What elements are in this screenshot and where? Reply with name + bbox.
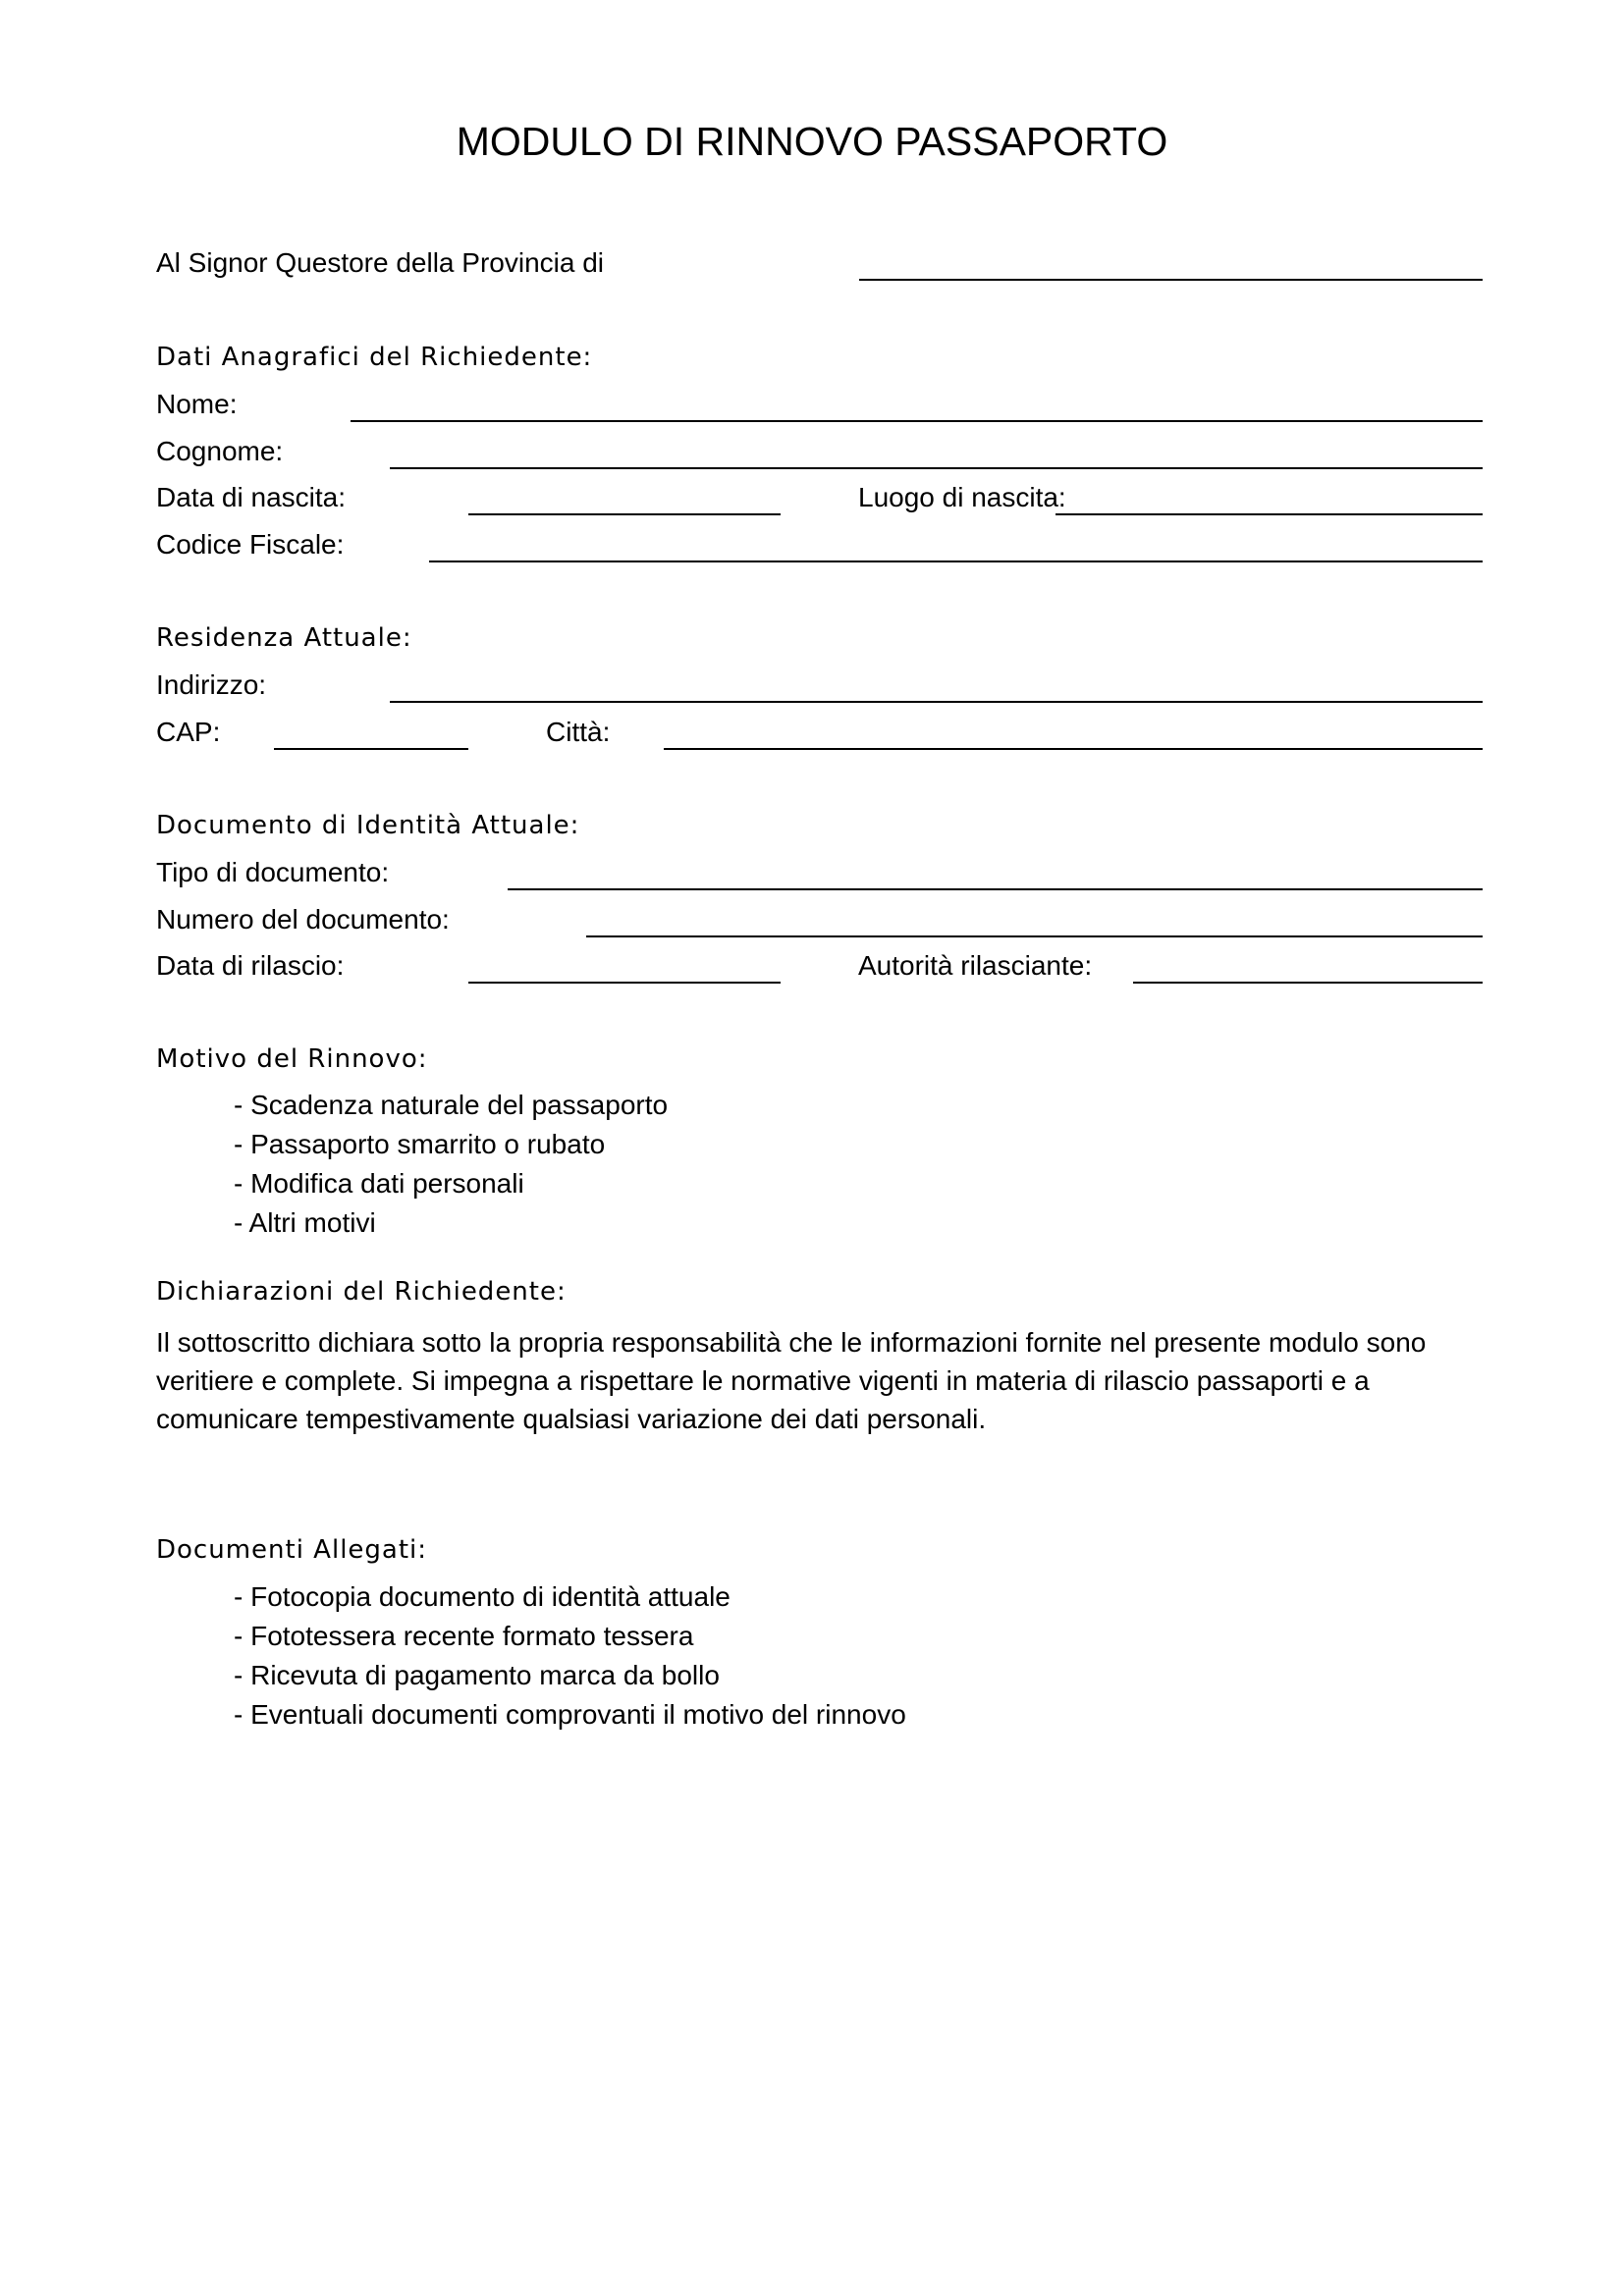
address-label: Indirizzo: xyxy=(156,669,267,700)
city-field[interactable] xyxy=(664,748,1483,750)
issuing-authority-label: Autorità rilasciante: xyxy=(858,950,1093,981)
surname-field[interactable] xyxy=(390,467,1483,469)
renewal-reason-heading: Motivo del Rinnovo: xyxy=(156,1044,428,1074)
issuing-authority-field[interactable] xyxy=(1133,982,1483,984)
birth-place-field[interactable] xyxy=(1056,513,1483,515)
name-field[interactable] xyxy=(351,420,1483,422)
birth-place-label: Luogo di nascita: xyxy=(858,482,1066,512)
renewal-reason-item: - Modifica dati personali xyxy=(234,1168,524,1199)
declarations-heading: Dichiarazioni del Richiedente: xyxy=(156,1277,567,1307)
issue-date-field[interactable] xyxy=(468,982,781,984)
declarations-text xyxy=(156,1323,1531,1438)
id-document-section-heading: Documento di Identità Attuale: xyxy=(156,811,580,840)
birth-date-field[interactable] xyxy=(468,513,781,515)
addressee-label: Al Signor Questore della Provincia di xyxy=(156,247,605,278)
attachment-item: - Ricevuta di pagamento marca da bollo xyxy=(234,1660,720,1690)
document-number-label: Numero del documento: xyxy=(156,904,450,934)
city-label: Città: xyxy=(546,717,611,747)
declarations-line: Il sottoscritto dichiara sotto la propria responsabilità che le informazioni fornite nel presente modulo sono xyxy=(156,1327,1427,1358)
name-label: Nome: xyxy=(156,389,238,419)
attachment-item: - Eventuali documenti comprovanti il motivo del rinnovo xyxy=(234,1699,906,1730)
renewal-reason-item: - Scadenza naturale del passaporto xyxy=(234,1090,669,1120)
attachments-heading: Documenti Allegati: xyxy=(156,1535,428,1565)
cap-field[interactable] xyxy=(274,748,468,750)
document-type-field[interactable] xyxy=(508,888,1483,890)
residence-section-heading: Residenza Attuale: xyxy=(156,623,412,653)
province-field[interactable] xyxy=(859,279,1483,281)
issue-date-label: Data di rilascio: xyxy=(156,950,345,981)
declarations-line: veritiere e complete. Si impegna a rispettare le normative vigenti in materia di rilascio passaporti e a xyxy=(156,1365,1370,1396)
attachment-item: - Fototessera recente formato tessera xyxy=(234,1621,694,1651)
address-field[interactable] xyxy=(390,701,1483,703)
attachment-item: - Fotocopia documento di identità attuale xyxy=(234,1581,731,1612)
declarations-line: comunicare tempestivamente qualsiasi variazione dei dati personali. xyxy=(156,1404,987,1434)
page-title: MODULO DI RINNOVO PASSAPORTO xyxy=(456,119,1168,164)
tax-code-label: Codice Fiscale: xyxy=(156,529,345,560)
tax-code-field[interactable] xyxy=(429,561,1483,562)
birth-date-label: Data di nascita: xyxy=(156,482,346,512)
renewal-reason-item: - Altri motivi xyxy=(234,1207,376,1238)
cap-label: CAP: xyxy=(156,717,221,747)
surname-label: Cognome: xyxy=(156,436,284,466)
applicant-section-heading: Dati Anagrafici del Richiedente: xyxy=(156,343,593,372)
document-number-field[interactable] xyxy=(586,935,1483,937)
renewal-reason-item: - Passaporto smarrito o rubato xyxy=(234,1129,606,1159)
document-type-label: Tipo di documento: xyxy=(156,857,390,887)
